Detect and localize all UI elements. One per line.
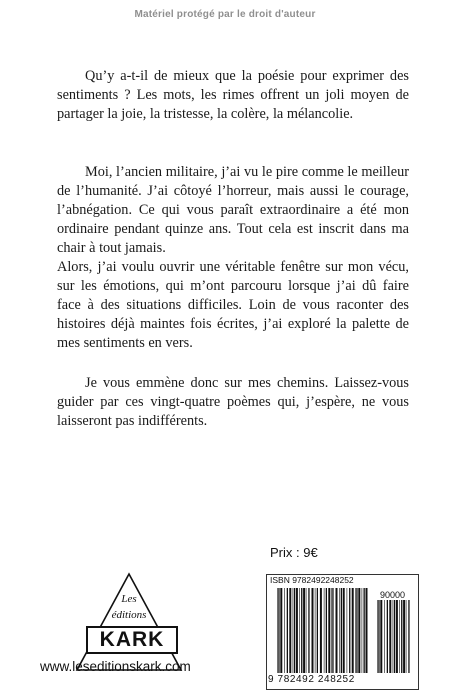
- paragraph-text: Moi, l’ancien militaire, j’ai vu le pire comme le meilleur de l’humanité. J’ai côtoyé l’horreur, mais aussi le courage, l’abnégation. Ce qui vous paraît extraordinaire a été mon ordinaire pendant quinze ans. Tout cela est inscrit dans ma chair à tout jamais.: [57, 164, 409, 256]
- barcode-bar: [312, 588, 314, 673]
- publisher-logo-editions: éditions: [111, 609, 147, 621]
- copyright-watermark: Matériel protégé par le droit d'auteur: [134, 9, 316, 20]
- publisher-logo-les: Les: [121, 593, 137, 605]
- barcode-bar: [356, 588, 357, 673]
- barcode-bar: [339, 588, 340, 673]
- barcode-bar: [396, 600, 398, 673]
- paragraph-text: Alors, j’ai voulu ouvrir une véritable fenêtre sur mon vécu, sur les émotions, qui m’ont parcouru lorsque j’ai dû faire face à des situations difficiles. Loin de vous raconter des histoires déjà maintes fois écrites, j’ai exploré la palette de mes sentiments en vers.: [57, 259, 409, 351]
- barcode-bar: [331, 588, 332, 673]
- barcode-bar: [289, 588, 291, 673]
- barcode-bar: [384, 600, 385, 673]
- barcode-bar: [401, 600, 402, 673]
- barcode-bar: [349, 588, 350, 673]
- barcode-bar: [315, 588, 316, 673]
- barcode-bar: [364, 588, 365, 673]
- barcode-bar: [336, 588, 338, 673]
- barcode-bar: [389, 600, 391, 673]
- barcode-bar: [387, 600, 388, 673]
- barcode-bar: [378, 600, 379, 673]
- barcode-bar: [355, 588, 356, 673]
- barcode-bar: [324, 588, 325, 673]
- barcode-bar: [352, 588, 354, 673]
- barcode-bar: [347, 588, 348, 673]
- publisher-website: www.leseditionskark.com: [40, 659, 191, 674]
- price-label: Prix : 9€: [270, 545, 318, 560]
- barcode-bar: [332, 588, 333, 673]
- barcode-addon-number: 90000: [380, 590, 406, 600]
- barcode-bar: [408, 600, 409, 673]
- barcode-bar: [280, 588, 282, 673]
- barcode-bar: [326, 588, 327, 673]
- paragraph-text: Je vous emmène donc sur mes chemins. Laissez-vous guider par ces vingt-quatre poèmes qui, j’espère, ne vous laisseront pas indifférents.: [57, 375, 409, 429]
- barcode-bar: [287, 588, 288, 673]
- blurb-paragraph-2: [57, 163, 409, 353]
- barcode-bar: [399, 600, 400, 673]
- barcode-bar: [284, 588, 285, 673]
- barcode-bar: [303, 588, 305, 673]
- barcode-bar: [294, 588, 295, 673]
- isbn-label: ISBN 9782492248252: [270, 575, 354, 585]
- barcode-bar: [380, 600, 382, 673]
- blurb-paragraph-3: [57, 374, 409, 431]
- barcode-bar: [328, 588, 330, 673]
- publisher-logo-name: KARK: [86, 626, 178, 654]
- ean-digits: 9 782492 248252: [268, 674, 355, 685]
- barcode-bar: [308, 588, 309, 673]
- barcode-bar: [277, 588, 278, 673]
- barcode-bar: [341, 588, 342, 673]
- barcode-bar: [299, 588, 300, 673]
- barcode-bar: [320, 588, 322, 673]
- barcode-bar: [406, 600, 407, 673]
- paragraph-text: Qu’y a-t-il de mieux que la poésie pour exprimer des sentiments ? Les mots, les rimes offrent un joli moyen de partager la joie, la tristesse, la colère, la mélancolie.: [57, 68, 409, 122]
- barcode-bar: [293, 588, 294, 673]
- barcode-bar: [393, 600, 394, 673]
- barcode-bar: [362, 588, 363, 673]
- barcode-bar: [301, 588, 302, 673]
- barcode-bar: [317, 588, 318, 673]
- barcode-bar: [343, 588, 345, 673]
- barcode-bar: [394, 600, 395, 673]
- barcode-bar: [306, 588, 307, 673]
- barcode-bar: [278, 588, 279, 673]
- barcode-bar: [377, 600, 378, 673]
- barcode-bar: [403, 600, 405, 673]
- barcode-bar: [296, 588, 298, 673]
- barcode-bar: [366, 588, 368, 673]
- barcode-bar: [358, 588, 360, 673]
- barcode-bars: [277, 588, 369, 673]
- barcode-addon-bars: [377, 600, 411, 673]
- blurb-paragraph-1: [57, 67, 409, 124]
